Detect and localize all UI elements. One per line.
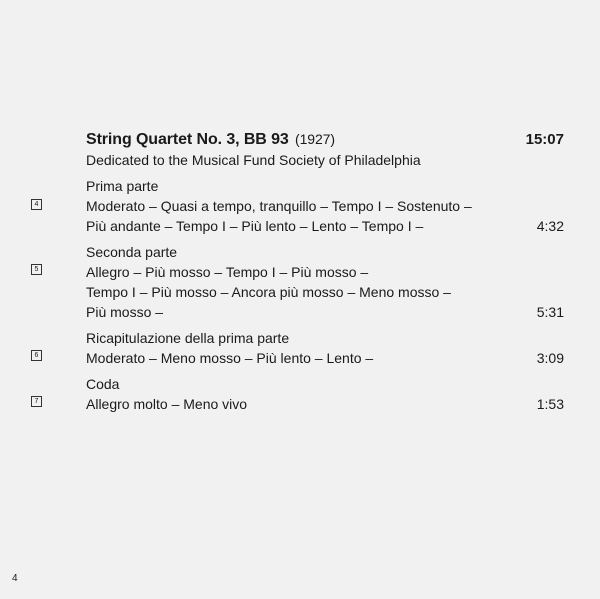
track-4-heading: Prima parte xyxy=(86,178,159,194)
track-number-badge: 7 xyxy=(31,396,42,407)
track-4-line-1: Moderato – Quasi a tempo, tranquillo – Tempo I – Sostenuto – xyxy=(86,198,472,214)
total-duration: 15:07 xyxy=(525,131,564,148)
track-6-heading: Ricapitulazione della prima parte xyxy=(86,330,290,346)
track-7-line-1: Allegro molto – Meno vivo xyxy=(86,396,248,412)
track-number-badge: 4 xyxy=(31,199,42,210)
page-number: 4 xyxy=(12,573,18,584)
track-4-line-2: Più andante – Tempo I – Più lento – Lento – Tempo I – xyxy=(86,218,424,234)
track-5-duration: 5:31 xyxy=(536,304,564,320)
work-title xyxy=(86,130,335,149)
work-year: (1927) xyxy=(295,131,335,147)
track-5-line-1: Allegro – Più mosso – Tempo I – Più mosso – xyxy=(86,264,369,280)
track-number-badge: 6 xyxy=(31,350,42,361)
track-7-heading: Coda xyxy=(86,376,120,392)
track-4-duration: 4:32 xyxy=(536,218,564,234)
track-6-line-1: Moderato – Meno mosso – Più lento – Lento – xyxy=(86,350,374,366)
work-title-text: String Quartet No. 3, BB 93 xyxy=(86,131,289,148)
track-5-line-3: Più mosso – xyxy=(86,304,164,320)
dedication: Dedicated to the Musical Fund Society of Philadelphia xyxy=(86,152,421,168)
track-5-heading: Seconda parte xyxy=(86,244,178,260)
track-7-duration: 1:53 xyxy=(536,396,564,412)
track-6-duration: 3:09 xyxy=(536,350,564,366)
track-number-badge: 5 xyxy=(31,264,42,275)
track-5-line-2: Tempo I – Più mosso – Ancora più mosso – Meno mosso – xyxy=(86,284,451,300)
